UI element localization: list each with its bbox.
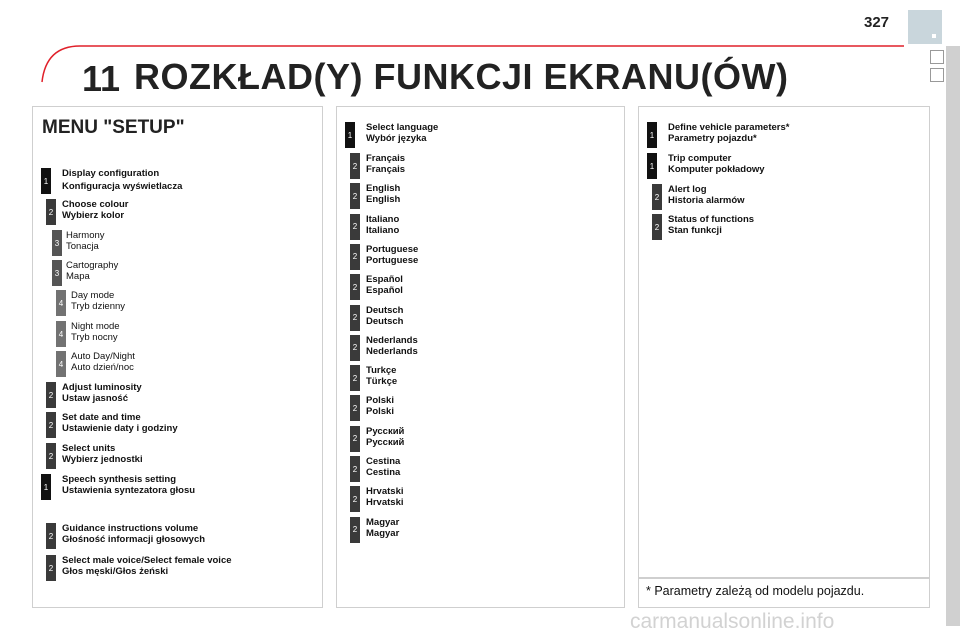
setup-menu-item[interactable] [46,523,306,549]
level-badge: 2 [350,365,360,391]
item-label-translation: Mapa [66,271,90,282]
level-badge: 3 [52,230,62,256]
language-menu-item[interactable] [350,335,610,361]
item-label [366,183,400,205]
item-label-primary: Deutsch [366,304,404,316]
setup-menu-item[interactable] [46,199,306,225]
item-label [62,382,142,404]
item-label-translation: Tryb dzienny [71,301,126,312]
footnote: * Parametry zależą od modelu pojazdu. [646,584,865,598]
item-label [668,184,745,206]
page-number: 327 [864,14,890,31]
item-label [66,260,118,282]
level-badge: 2 [350,153,360,179]
item-label-translation: Ustaw jasność [62,393,128,404]
item-label [62,168,182,194]
level-badge: 2 [350,517,360,543]
item-label-translation: Français [366,164,406,175]
item-label-primary: English [366,183,401,195]
item-label-primary: Define vehicle parameters* [668,122,790,133]
item-label-primary: Trip computer [668,153,732,164]
vehicle-menu-item[interactable] [647,122,907,148]
item-label-translation: Tryb nocny [71,332,118,343]
item-label-translation: Türkçe [366,376,398,388]
item-label [366,122,438,144]
level-badge: 1 [41,474,51,500]
language-menu-item[interactable] [350,244,610,270]
item-label-translation: Ustawienia syntezatora głosu [62,485,196,496]
level-badge: 1 [647,153,657,179]
item-label [71,351,135,373]
level-badge: 1 [345,122,355,148]
item-label-translation: Nederlands [366,345,418,357]
item-label-translation: Polski [366,406,394,418]
item-label-translation: Tonacja [66,241,99,252]
item-label-primary: Turkçe [366,365,397,377]
language-menu-item[interactable] [350,153,610,179]
item-label-primary: Guidance instructions volume [62,523,199,534]
item-label [62,523,205,545]
item-label-primary: Portuguese [366,243,419,255]
language-menu-item[interactable] [350,214,610,240]
item-label-translation: Русский [366,436,405,448]
language-menu-item[interactable] [350,426,610,452]
level-badge: 2 [350,486,360,512]
setup-menu-item[interactable] [46,443,306,469]
level-badge: 2 [652,214,662,240]
language-menu-item[interactable] [350,305,610,331]
corner-tab [908,10,942,44]
side-strip [946,46,960,626]
item-label-translation: English [366,194,401,206]
item-label-primary: Choose colour [62,199,129,210]
item-label-translation: Ustawienie daty i godziny [62,423,178,434]
item-label-primary: Auto Day/Night [71,351,135,362]
item-label-primary: Night mode [71,321,120,332]
level-badge: 2 [350,274,360,300]
item-label-translation: Deutsch [366,315,404,327]
setup-menu-item[interactable] [41,474,301,500]
item-label-primary: Harmony [66,230,105,241]
item-label-primary: Status of functions [668,214,755,225]
item-label-translation: Hrvatski [366,497,404,509]
item-label [62,555,232,577]
item-label [62,412,178,434]
level-badge: 2 [350,244,360,270]
setup-menu-item[interactable] [46,555,306,581]
language-menu-item[interactable] [350,486,610,512]
level-badge: 4 [56,321,66,347]
chapter-title: ROZKŁAD(Y) FUNKCJI EKRANU(ÓW) [134,56,789,97]
item-label-translation: Wybierz jednostki [62,454,143,465]
setup-menu-item[interactable] [41,168,301,194]
level-badge: 1 [41,168,51,194]
level-badge: 2 [652,184,662,210]
item-label [62,199,129,221]
item-label-primary: Select male voice/Select female voice [62,555,232,566]
language-menu-item[interactable] [350,517,610,543]
language-menu-item[interactable] [350,274,610,300]
item-label-translation: Italiano [366,224,400,236]
vehicle-menu-item[interactable] [652,184,912,210]
level-badge: 2 [46,412,56,438]
item-label [71,321,120,343]
level-badge: 2 [350,335,360,361]
item-label-primary: Nederlands [366,334,418,346]
language-menu-item[interactable] [345,122,605,148]
item-label-primary: Polski [366,395,394,407]
item-label-primary: Русский [366,425,405,437]
item-label-translation: Español [366,285,403,297]
item-label [62,443,143,465]
menu-title: MENU "SETUP" [42,117,185,138]
item-label-primary: Select units [62,443,116,454]
setup-menu-item[interactable] [56,351,316,377]
item-label-primary: Cestina [366,456,401,467]
item-label-primary: Select language [366,122,439,133]
item-label-primary: Hrvatski [366,486,404,498]
item-label-translation: Parametry pojazdu* [668,133,757,144]
item-label-primary: Español [366,274,403,286]
item-label-primary: Speech synthesis setting [62,474,177,485]
item-label-translation: Wybór języka [366,133,427,144]
chapter-number: 11 [82,58,121,99]
item-label-translation: Wybierz kolor [62,210,125,221]
item-label-translation: Głos męski/Głos żeński [62,566,169,577]
item-label-primary: Set date and time [62,412,141,423]
level-badge: 2 [46,382,56,408]
side-checkbox-1[interactable] [930,50,944,64]
item-label-primary: Display configuration [62,168,160,179]
language-menu-item[interactable] [350,183,610,209]
item-label [366,395,394,417]
level-badge: 2 [350,426,360,452]
item-label-primary: Day mode [71,290,115,301]
item-label-translation: Konfiguracja wyświetlacza [62,181,183,192]
item-label [668,153,765,175]
language-menu-item[interactable] [350,395,610,421]
item-label [62,474,195,496]
vehicle-menu-item[interactable] [652,214,912,240]
item-label-translation: Portuguese [366,254,419,266]
item-label [366,153,405,175]
item-label [71,290,125,312]
item-label-translation: Auto dzień/noc [71,362,134,373]
item-label [366,517,399,539]
item-label [366,426,404,448]
item-label-translation: Magyar [366,527,400,539]
item-label-primary: Magyar [366,516,400,528]
setup-menu-item[interactable] [52,230,312,256]
setup-menu-item[interactable] [56,321,316,347]
item-label-translation: Historia alarmów [668,195,745,206]
level-badge: 2 [350,305,360,331]
item-label [366,486,404,508]
setup-menu-item[interactable] [46,382,306,408]
setup-menu-item[interactable] [56,290,316,316]
level-badge: 2 [46,199,56,225]
item-label [366,335,418,357]
item-label-primary: Français [366,153,406,164]
language-menu-item[interactable] [350,365,610,391]
item-label [366,274,403,296]
setup-menu-item[interactable] [46,412,306,438]
level-badge: 4 [56,351,66,377]
item-label-primary: Alert log [668,184,707,195]
watermark: carmanualsonline.info [630,610,835,633]
item-label-primary: Cartography [66,260,119,271]
item-label [366,244,418,266]
item-label [366,214,399,236]
level-badge: 2 [350,214,360,240]
level-badge: 2 [350,395,360,421]
item-label-primary: Adjust luminosity [62,382,142,393]
level-badge: 2 [46,523,56,549]
level-badge: 1 [647,122,657,148]
item-label [668,122,789,144]
level-badge: 3 [52,260,62,286]
level-badge: 2 [46,443,56,469]
side-checkbox-2[interactable] [930,68,944,82]
item-label [66,230,105,252]
level-badge: 2 [46,555,56,581]
item-label-translation: Cestina [366,467,401,478]
item-label-primary: Italiano [366,213,400,225]
item-label-translation: Głośność informacji głosowych [62,534,206,545]
item-label [366,365,397,387]
level-badge: 2 [350,456,360,482]
item-label [366,456,400,478]
item-label-translation: Komputer pokładowy [668,164,765,175]
language-menu-item[interactable] [350,456,610,482]
item-label-translation: Stan funkcji [668,225,722,236]
vehicle-menu-item[interactable] [647,153,907,179]
setup-menu-item[interactable] [52,260,312,286]
item-label [366,305,403,327]
level-badge: 2 [350,183,360,209]
item-label [668,214,754,236]
level-badge: 4 [56,290,66,316]
